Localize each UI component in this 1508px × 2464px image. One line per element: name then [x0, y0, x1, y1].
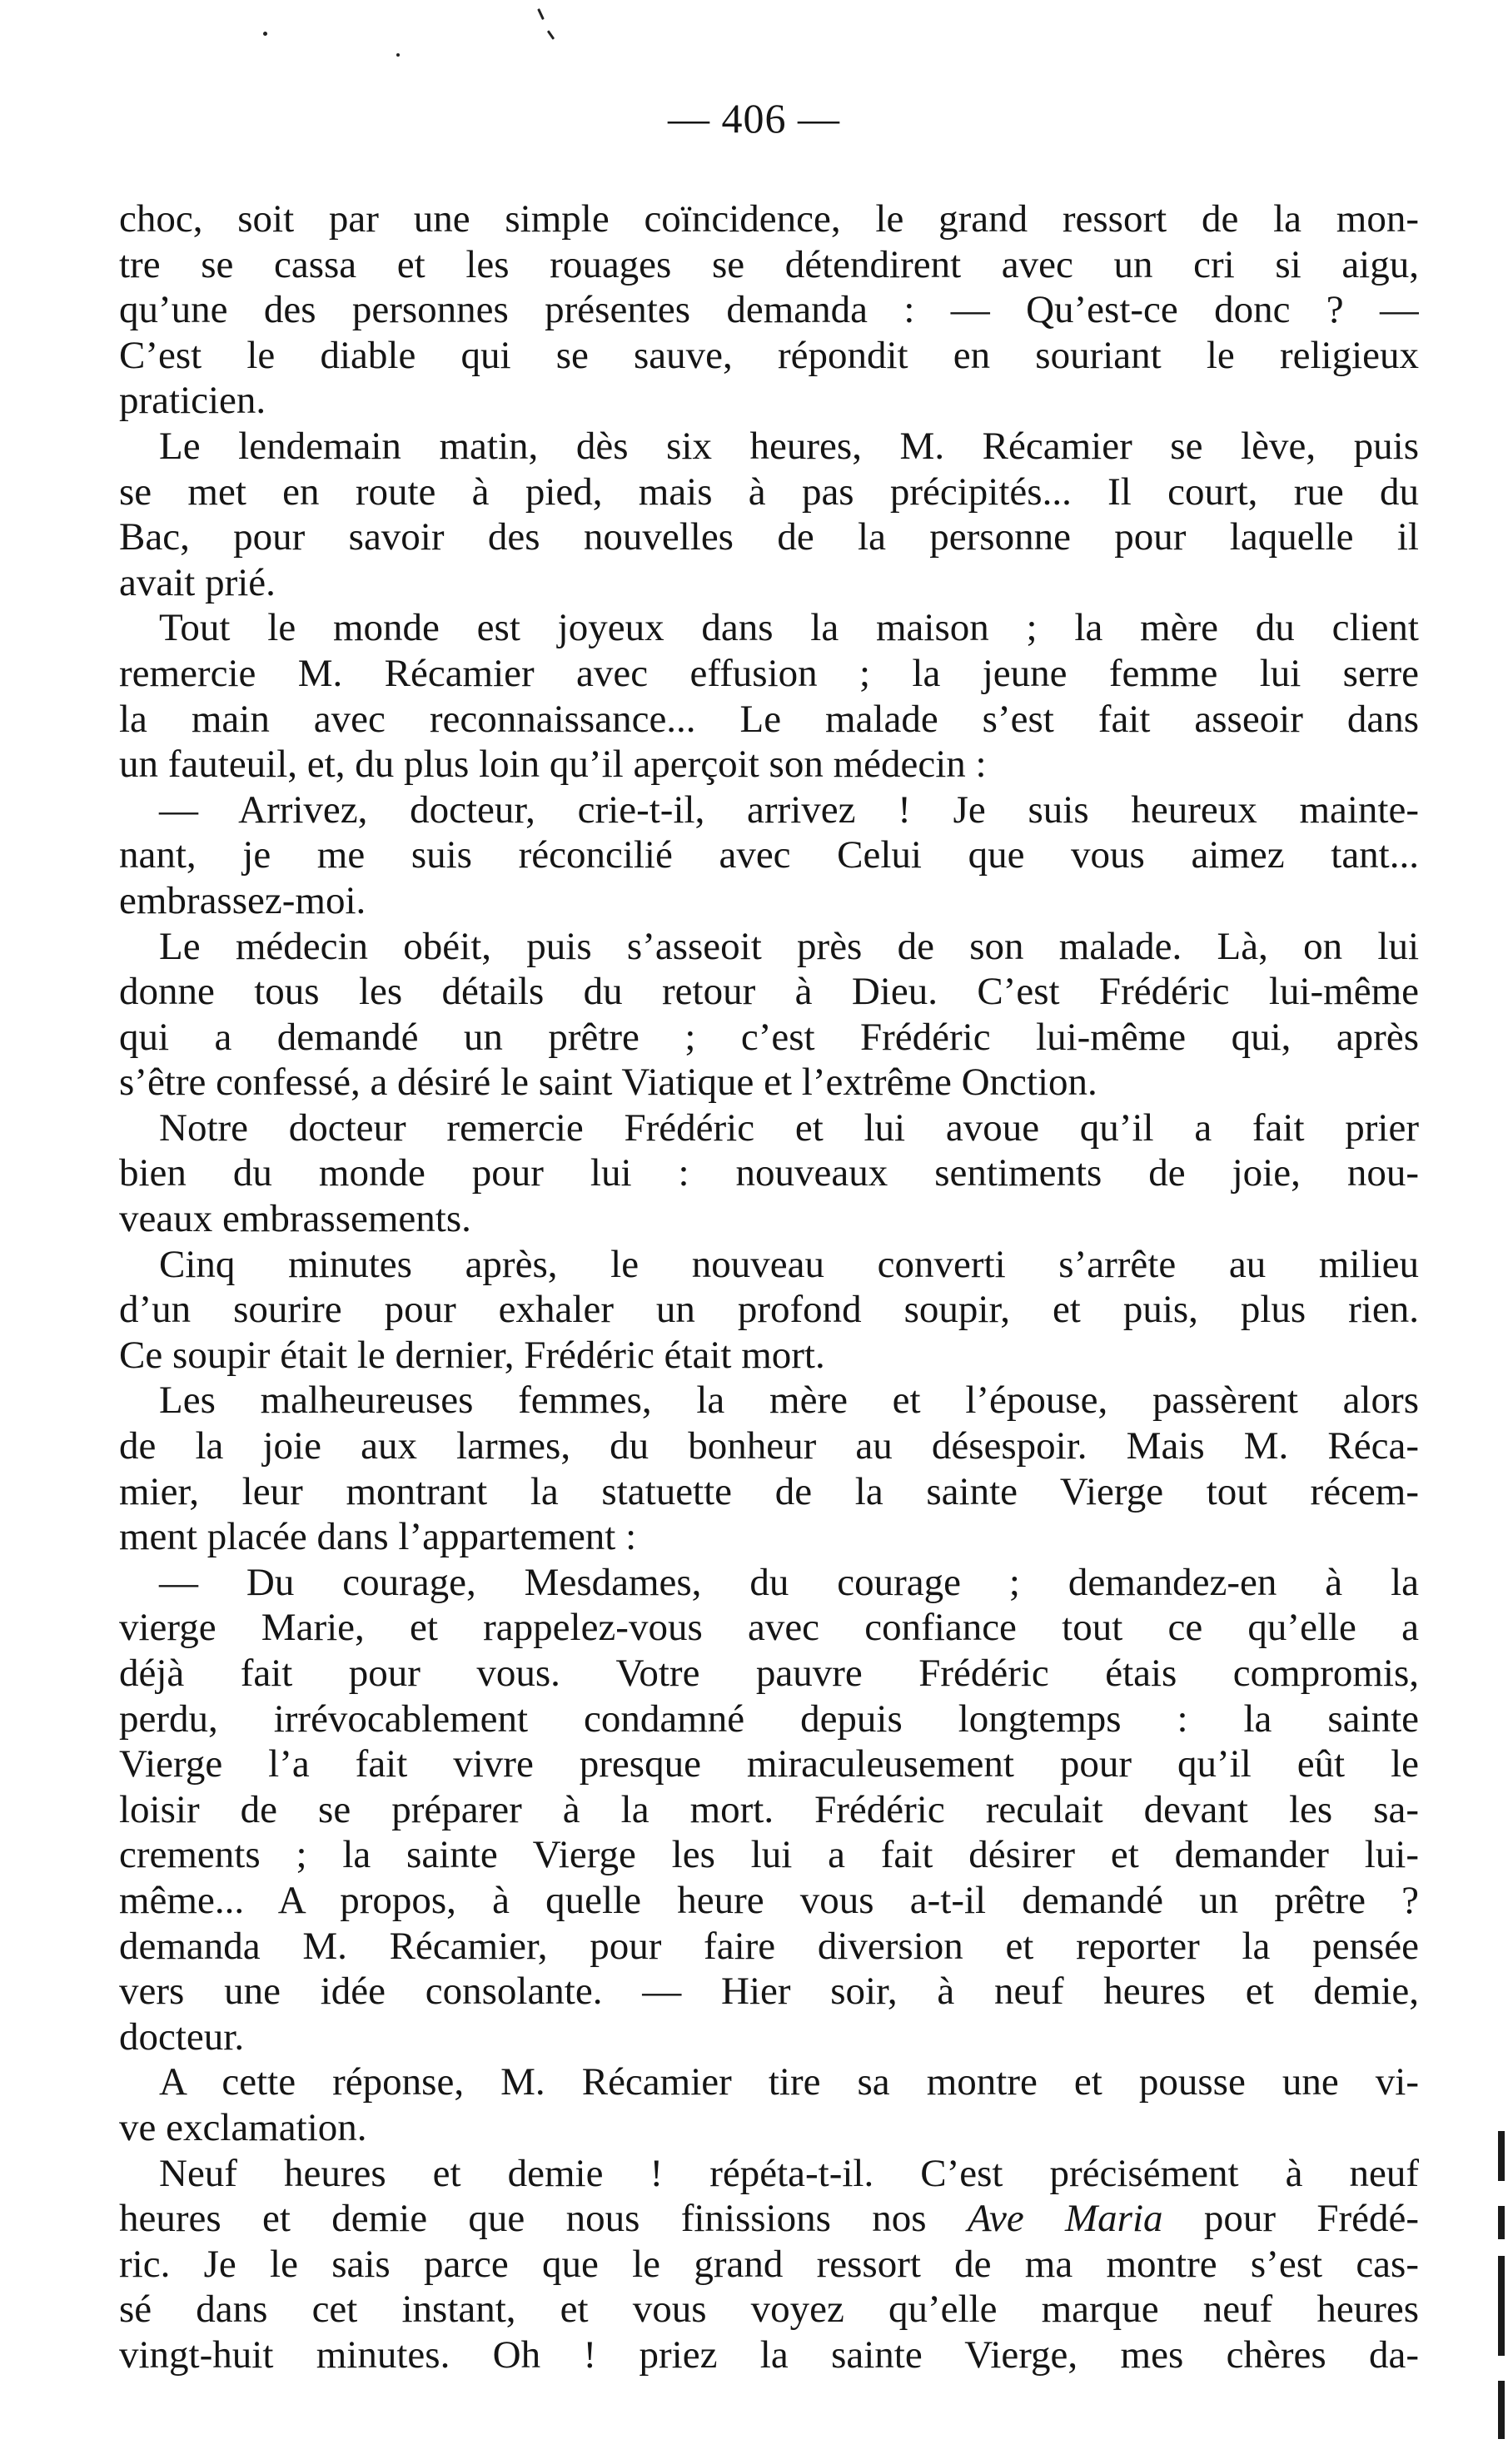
body-text: [119, 196, 1419, 2378]
text-line: Les malheureuses femmes, la mère et l’épouse, passèrent alors: [159, 1379, 1419, 1423]
text-line: — Du courage, Mesdames, du courage ; demandez-en à la: [159, 1560, 1419, 1604]
text-line: Neuf heures et demie ! répéta-t-il. C’est précisément à neuf: [159, 2151, 1419, 2195]
text-line: d’un sourire pour exhaler un profond soupir, et puis, plus rien.: [119, 1288, 1419, 1332]
text-line: qui a demandé un prêtre ; c’est Frédéric lui-même qui, après: [119, 1015, 1419, 1059]
text-line: C’est le diable qui se sauve, répondit en souriant le religieux: [119, 333, 1419, 377]
text-line: A cette réponse, M. Récamier tire sa montre et pousse une vi-: [159, 2060, 1419, 2104]
text-line: Ce soupir était le dernier, Frédéric était mort.: [119, 1333, 825, 1377]
text-line: loisir de se préparer à la mort. Frédéric reculait devant les sa-: [119, 1787, 1419, 1831]
text-line: Notre docteur remercie Frédéric et lui avoue qu’il a fait prier: [159, 1105, 1419, 1150]
text-line: choc, soit par une simple coïncidence, le grand ressort de la mon-: [119, 197, 1419, 241]
text-line: Le médecin obéit, puis s’asseoit près de son malade. Là, on lui: [159, 924, 1419, 968]
text-line: même... A propos, à quelle heure vous a-t-il demandé un prêtre ?: [119, 1878, 1419, 1922]
ink-speck: [396, 53, 400, 57]
text-line: Bac, pour savoir des nouvelles de la personne pour laquelle il: [119, 515, 1419, 559]
text-line: de la joie aux larmes, du bonheur au désespoir. Mais M. Réca-: [119, 1424, 1419, 1468]
text-line: tre se cassa et les rouages se détendirent avec un cri si aigu,: [119, 242, 1419, 286]
text-line: praticien.: [119, 379, 266, 423]
text-line: ric. Je le sais parce que le grand ressort de ma montre s’est cas-: [119, 2242, 1419, 2286]
text-line: déjà fait pour vous. Votre pauvre Frédéric étais compromis,: [119, 1652, 1419, 1695]
ink-speck: [263, 32, 267, 36]
text-line: la main avec reconnaissance... Le malade s’est fait asseoir dans: [119, 697, 1419, 741]
text-line: docteur.: [119, 2014, 245, 2059]
text-line: Tout le monde est joyeux dans la maison ; la mère du client: [159, 606, 1419, 650]
text-segment: pour Frédé-: [1162, 2197, 1419, 2241]
page-edge-shadow: [1495, 2131, 1505, 2447]
text-line: ve exclamation.: [119, 2105, 367, 2149]
text-segment: heures et demie que nous finissions nos: [119, 2197, 968, 2241]
page-number: — 406 —: [668, 95, 840, 142]
text-line: un fauteuil, et, du plus loin qu’il aperçoit son médecin :: [119, 743, 987, 787]
text-line: veaux embrassements.: [119, 1197, 471, 1241]
text-line: qu’une des personnes présentes demanda : — Qu’est-ce donc ? —: [119, 288, 1419, 332]
text-line: [119, 2196, 1419, 2242]
text-line: s’être confessé, a désiré le saint Viatique et l’extrême Onction.: [119, 1061, 1097, 1105]
text-line: sé dans cet instant, et vous voyez qu’elle marque neuf heures: [119, 2288, 1419, 2332]
text-line: nant, je me suis réconcilié avec Celui que vous aimez tant...: [119, 833, 1419, 877]
italic-phrase: Ave Maria: [967, 2197, 1163, 2241]
text-line: ment placée dans l’appartement :: [119, 1515, 637, 1559]
text-line: embrassez-moi.: [119, 878, 366, 922]
text-line: vingt-huit minutes. Oh ! priez la sainte Vierge, mes chères da-: [119, 2332, 1419, 2377]
text-line: demanda M. Récamier, pour faire diversion et reporter la pensée: [119, 1924, 1419, 1968]
ink-speck: [537, 8, 545, 20]
text-line: vierge Marie, et rappelez-vous avec confiance tout ce qu’elle a: [119, 1606, 1419, 1650]
text-line: Cinq minutes après, le nouveau converti s’arrête au milieu: [159, 1242, 1419, 1286]
text-line: bien du monde pour lui : nouveaux sentiments de joie, nou-: [119, 1151, 1419, 1195]
text-line: mier, leur montrant la statuette de la sainte Vierge tout récem-: [119, 1469, 1419, 1513]
ink-speck: [547, 30, 555, 40]
text-line: Le lendemain matin, dès six heures, M. Récamier se lève, puis: [159, 424, 1419, 468]
text-line: crements ; la sainte Vierge les lui a fait désirer et demander lui-: [119, 1833, 1419, 1877]
text-line: — Arrivez, docteur, crie-t-il, arrivez ! Je suis heureux mainte-: [159, 787, 1419, 832]
text-line: remercie M. Récamier avec effusion ; la jeune femme lui serre: [119, 651, 1419, 695]
text-line: avait prié.: [119, 560, 276, 604]
text-line: se met en route à pied, mais à pas précipités... Il court, rue du: [119, 469, 1419, 514]
text-line: vers une idée consolante. — Hier soir, à neuf heures et demie,: [119, 1970, 1419, 2014]
text-line: perdu, irrévocablement condamné depuis longtemps : la sainte: [119, 1696, 1419, 1741]
text-line: Vierge l’a fait vivre presque miraculeusement pour qu’il eût le: [119, 1742, 1419, 1786]
text-line: donne tous les détails du retour à Dieu. C’est Frédéric lui-même: [119, 970, 1419, 1014]
